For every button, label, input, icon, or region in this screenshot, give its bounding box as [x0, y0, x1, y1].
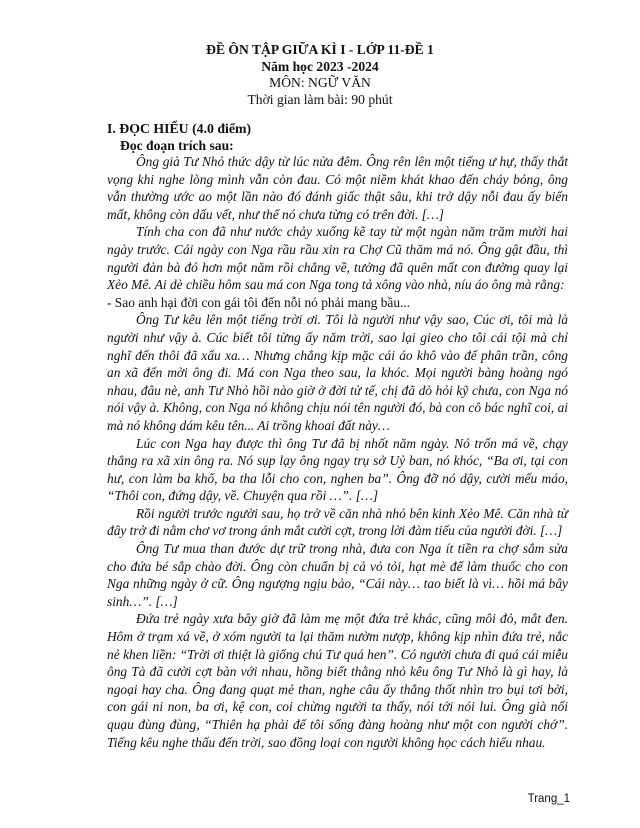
reading-passage — [107, 153, 568, 751]
passage-paragraph: Tính cha con đã như nước chảy xuống kẽ tay từ một ngàn năm trăm mười hai ngày trước. Cái ngày con Nga rầu rầu xin ra Chợ Cũ thăm má nó. Ông gật đầu, thì người đàn bà đó hơn một năm rồi chẳng về, tưởng đã quên mất con đường quay lại Xẻo Mê. Ai dè chiều hôm sau má con Nga tong tả xông vào nhà, níu áo ông mà rằng: — [107, 224, 568, 293]
passage-paragraph: Đứa trẻ ngày xưa bây giờ đã làm mẹ một đứa trẻ khác, cũng môi đỏ, mắt đen. Hôm ở trạm xá về, ở xóm người ta lại thăm nườm nượp, không kịp nhìn đứa trẻ, nắc nẻ khen liền: “Trời ơi thiệt là giống chú Tư quá hen”. Có người chưa đi quá cái miễu ông Tà đã cười cợt bàn với nhau, hồng biết thằng nhỏ kêu ông Tư Nhỏ là gì hay, là ngoại hay cha. Ông đang quạt mẻ than, nghe câu ấy thẳng thốt nhìn tro bụi tơi bời, con gái ni non, ba ơi, kệ con, coi chừng người ta thấy, nói tới nói lui. Ông già nối quạu đùng đùng, “Thiên hạ phải để tôi sống đàng hoàng như một con người chớ”. Tiếng kêu nghe thấu đến trời, sao đồng loại con người không học cách hiểu nhau. — [107, 611, 568, 750]
time-limit: Thời gian làm bài: 90 phút — [247, 91, 393, 107]
exam-header — [0, 42, 640, 108]
passage-paragraph: Ông già Tư Nhỏ thức dậy từ lúc nửa đêm. Ông rên lên một tiếng ư hự, thấy thắt vọng khi nghe lòng mình vẫn còn đau. Có một niềm khát khao đến cháy bỏng, ông vẫn thường ước ao một lần nào đó đánh giấc thật sâu, khi trở dậy nỗi đau ấy biến mất, không còn dấu vết, như thể nó chưa từng có trên đời. […] — [107, 154, 568, 222]
reading-instruction: Đọc đoạn trích sau: — [120, 138, 234, 153]
section-title: I. ĐỌC HIỂU (4.0 điểm) — [107, 121, 252, 136]
school-year: Năm học 2023 -2024 — [261, 58, 379, 74]
subject-line: MÔN: NGỮ VĂN — [269, 75, 371, 90]
passage-paragraph: Ông Tư kêu lên một tiếng trời ơi. Tôi là người như vậy sao, Cúc ơi, tôi mà là người như vậy à. Cúc biết tôi từng ấy năm trời, sao lại gieo cho tôi cái tội mà chỉ nghĩ đến thôi đã xấu xa… Nhưng chẳng kịp mặc cái áo khô vào để phân trần, công an xã đến mời ông đi. Má con Nga theo sau, la khóc. Mọi người bàng hoàng ngó nhau, đâu nè, anh Tư Nhỏ hồi nào giờ ở đời tử tế, chị đã dò hỏi kỹ chưa, con Nga nó nói vậy à. Không, con Nga nó không chịu nói tên người đó, bà con cô bác nghĩ coi, ai mà nó không dám kêu tên... Ai trồng khoai đất này… — [107, 312, 568, 433]
passage-dialogue: - Sao anh hại đời con gái tôi đến nỗi nó phải mang bầu... — [107, 294, 411, 310]
page-number: Trang_1 — [527, 793, 570, 805]
passage-paragraph: Rồi người trước người sau, họ trở về căn nhà nhỏ bên kinh Xẻo Mê. Căn nhà từ đây trở đi nằm chơ vơ trong ánh mắt cười cợt, trong lời đàm tiếu của người đời. […] — [107, 505, 568, 539]
exam-title: ĐỀ ÔN TẬP GIỮA KÌ I - LỚP 11-ĐỀ 1 — [206, 42, 434, 57]
passage-paragraph: Ông Tư mua than đước dự trữ trong nhà, đưa con Nga ít tiền ra chợ sắm sửa cho đứa bé sắp chào đời. Ông còn chuẩn bị cả vỏ tỏi, hạt mè để làm thuốc cho con Nga những ngày ở cữ. Ông ngượng ngịu bảo, “Cái này… tao biết là vì… hồi má bây sinh…”. […] — [107, 541, 568, 609]
passage-paragraph: Lúc con Nga hay được thì ông Tư đã bị nhốt năm ngày. Nó trốn má về, chạy thẳng ra xã xin ông ra. Nó sụp lạy ông ngay trụ sở Uỷ ban, nó khóc, “Ba ơi, tại con hư, con làm ba khổ, ba tha lỗi cho con, nghen ba”. Ông đỡ nó dậy, cười mếu máo, “Thôi con, đứng dậy, về. Chuyện qua rồi …”. […] — [107, 435, 568, 504]
